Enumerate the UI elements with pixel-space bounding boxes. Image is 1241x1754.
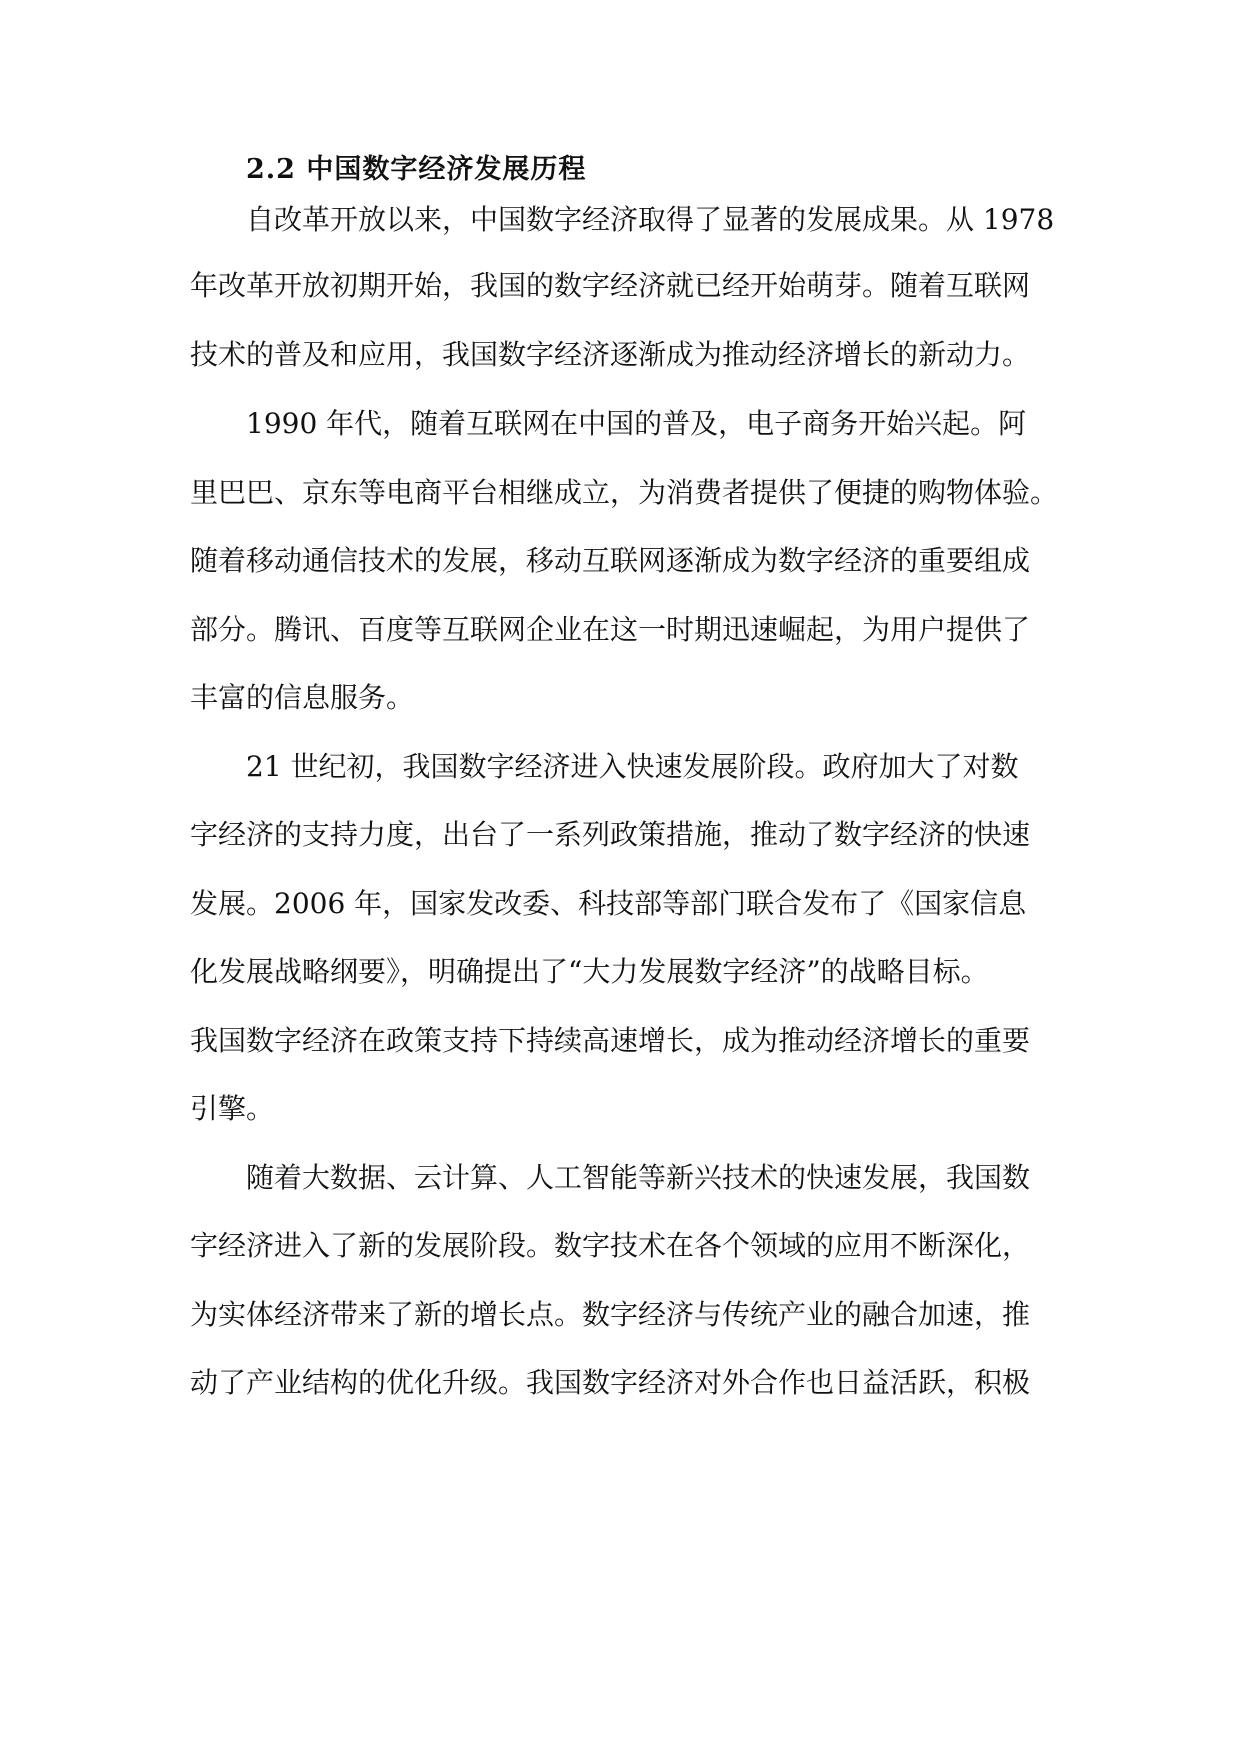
- paragraph-1-line-1: 自改革开放以来，中国数字经济取得了显著的发展成果。从 1978: [246, 203, 1055, 236]
- paragraph-2-line-4: 部分。腾讯、百度等互联网企业在这一时期迅速崛起，为用户提供了: [190, 613, 1031, 646]
- paragraph-2-line-2: 里巴巴、京东等电商平台相继成立，为消费者提供了便捷的购物体验。: [190, 476, 1059, 509]
- paragraph-2-line-5: 丰富的信息服务。: [190, 681, 415, 714]
- paragraph-2-line-1: 1990 年代，随着互联网在中国的普及，电子商务开始兴起。阿: [246, 407, 1027, 440]
- paragraph-1-line-2: 年改革开放初期开始，我国的数字经济就已经开始萌芽。随着互联网: [190, 269, 1031, 302]
- paragraph-4-line-1: 随着大数据、云计算、人工智能等新兴技术的快速发展，我国数: [246, 1161, 1031, 1194]
- paragraph-2-line-3: 随着移动通信技术的发展，移动互联网逐渐成为数字经济的重要组成: [190, 544, 1031, 577]
- paragraph-3-line-4: 化发展战略纲要》，明确提出了“大力发展数字经济”的战略目标。: [190, 955, 989, 988]
- paragraph-4-line-2: 字经济进入了新的发展阶段。数字技术在各个领域的应用不断深化，: [190, 1229, 1031, 1262]
- paragraph-3-line-2: 字经济的支持力度，出台了一系列政策措施，推动了数字经济的快速: [190, 818, 1031, 851]
- section-heading: 2.2 中国数字经济发展历程: [246, 154, 587, 185]
- paragraph-3-line-1: 21 世纪初，我国数字经济进入快速发展阶段。政府加大了对数: [246, 750, 1019, 783]
- paragraph-4-line-3: 为实体经济带来了新的增长点。数字经济与传统产业的融合加速，推: [190, 1298, 1031, 1331]
- paragraph-4-line-4: 动了产业结构的优化升级。我国数字经济对外合作也日益活跃，积极: [190, 1366, 1031, 1399]
- paragraph-3-line-6: 引擎。: [190, 1092, 275, 1125]
- paragraph-1-line-3: 技术的普及和应用，我国数字经济逐渐成为推动经济增长的新动力。: [190, 338, 1031, 371]
- paragraph-3-line-5: 我国数字经济在政策支持下持续高速增长，成为推动经济增长的重要: [190, 1024, 1031, 1057]
- paragraph-3-line-3: 发展。2006 年，国家发改委、科技部等部门联合发布了《国家信息: [190, 887, 1027, 920]
